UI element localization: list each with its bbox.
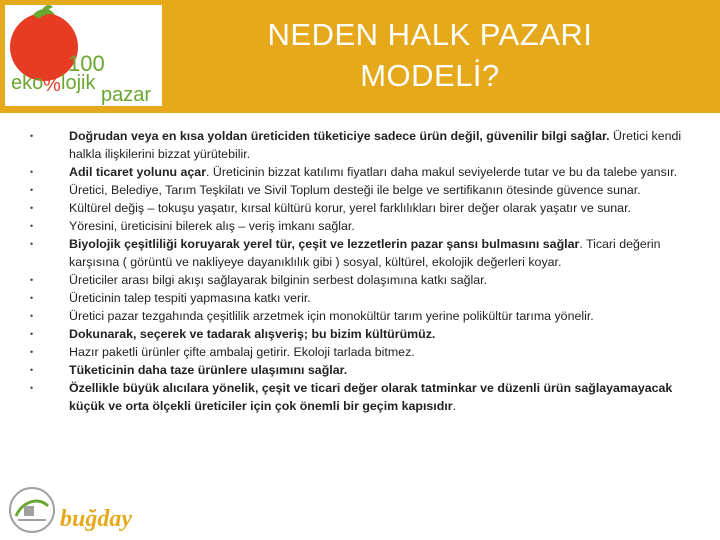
list-item <box>28 325 702 343</box>
bugday-brand-text: buğday <box>60 506 132 532</box>
page-title-line-1: NEDEN HALK PAZARI <box>267 17 593 52</box>
list-item-regular-text: Üretici, Belediye, Tarım Teşkilatı ve Sivil Toplum desteği ile belge ve sertifikanın ötesinde güvence sunar. <box>69 183 641 197</box>
list-item-bold-text: Tüketicinin daha taze ürünlere ulaşımını sağlar. <box>69 363 348 377</box>
bullet-icon: • <box>30 347 34 357</box>
list-item-regular-text: Kültürel değiş – tokuşu yaşatır, kırsal kültürü korur, yerel farklılıkları birer değer olarak yaşatır ve sunar. <box>69 201 631 215</box>
list-item-text <box>69 345 415 359</box>
list-item <box>28 271 702 289</box>
bullet-icon: • <box>30 329 34 339</box>
bugday-logo-icon <box>8 482 168 538</box>
list-item <box>28 127 702 163</box>
logo-percent-text: % <box>43 74 61 96</box>
bullet-icon: • <box>30 365 34 375</box>
list-item-regular-text: . Üreticinin bizzat katılımı fiyatları daha makul seviyelerde tutar ve bu da talebe yansır. <box>206 165 678 179</box>
logo-hundred-text: 100 <box>68 51 105 76</box>
list-item <box>28 199 702 217</box>
list-item-regular-text: Üretici kendi halkla ilişkilerini bizzat yürütebilir. <box>69 129 682 161</box>
list-item-text <box>69 165 677 179</box>
list-item-regular-text: . <box>452 399 457 413</box>
page-title-line-2: MODELİ? <box>360 58 500 93</box>
bullet-icon: • <box>30 221 34 231</box>
list-item-regular-text: Yöresini, üreticisini bilerek alış – veriş imkanı sağlar. <box>69 219 355 233</box>
list-item-bold-text: Biyolojik çeşitliliği koruyarak yerel tür, çeşit ve lezzetlerin pazar şansı bulmasını sağlar <box>69 237 580 251</box>
ekolojik-pazar-logo <box>5 5 162 106</box>
page-title <box>180 14 680 96</box>
list-item-text <box>69 363 347 377</box>
list-item-bold-text: Doğrudan veya en kısa yoldan üreticiden tüketiciye sadece ürün değil, güvenilir bilgi sağlar. <box>69 129 610 143</box>
bullet-icon: • <box>30 185 34 195</box>
bullet-icon: • <box>30 311 34 321</box>
list-item <box>28 343 702 361</box>
bullet-icon: • <box>30 293 34 303</box>
list-item-regular-text: Üreticinin talep tespiti yapmasına katkı verir. <box>69 291 311 305</box>
logo-pazar-text: pazar <box>101 84 152 106</box>
list-item <box>28 361 702 379</box>
list-item-text <box>69 291 311 305</box>
logo-eko-text: eko <box>11 72 44 94</box>
list-item-regular-text: Hazır paketli ürünler çifte ambalaj getirir. Ekoloji tarlada bitmez. <box>69 345 415 359</box>
tomato-logo-icon <box>5 5 162 106</box>
bullet-icon: • <box>30 203 34 213</box>
list-item-text <box>69 201 631 215</box>
list-item-text <box>69 219 355 233</box>
list-item-regular-text: Üreticiler arası bilgi akışı sağlayarak bilginin serbest dolaşımına katkı sağlar. <box>69 273 488 287</box>
list-item-text <box>69 183 641 197</box>
list-item-text <box>69 381 672 413</box>
list-item-text <box>69 237 661 269</box>
bullet-icon: • <box>30 239 34 249</box>
list-item-text <box>69 309 594 323</box>
list-item <box>28 181 702 199</box>
list-item <box>28 217 702 235</box>
list-item <box>28 163 702 181</box>
bullet-icon: • <box>30 131 34 141</box>
bullet-list <box>28 127 702 415</box>
list-item <box>28 379 702 415</box>
list-item-regular-text: Üretici pazar tezgahında çeşitlilik arzetmek için monokültür tarım yerine polikültür tarıma yönelir. <box>69 309 594 323</box>
list-item <box>28 235 702 271</box>
list-item-text <box>69 327 435 341</box>
list-item-bold-text: Dokunarak, seçerek ve tadarak alışveriş; bu bizim kültürümüz. <box>69 327 436 341</box>
logo-lojik-text: lojik <box>61 72 96 94</box>
list-item <box>28 289 702 307</box>
list-item-text <box>69 129 681 161</box>
bullet-icon: • <box>30 383 34 393</box>
list-item <box>28 307 702 325</box>
bullet-icon: • <box>30 275 34 285</box>
list-item-text <box>69 273 487 287</box>
list-item-regular-text: . Ticari değerin karşısına ( görüntü ve nakliyeye dayanıklılık gibi ) sosyal, kültürel, ekolojik değerleri koyar. <box>69 237 661 269</box>
bullet-icon: • <box>30 167 34 177</box>
list-item-bold-text: Adil ticaret yolunu açar <box>69 165 207 179</box>
list-item-bold-text: Özellikle büyük alıcılara yönelik, çeşit ve ticari değer olarak tatminkar ve düzenli ürün sağlayamayacak küçük ve orta ölçekli üreticiler için çok önemli bir geçim kapısıdır <box>69 381 673 413</box>
